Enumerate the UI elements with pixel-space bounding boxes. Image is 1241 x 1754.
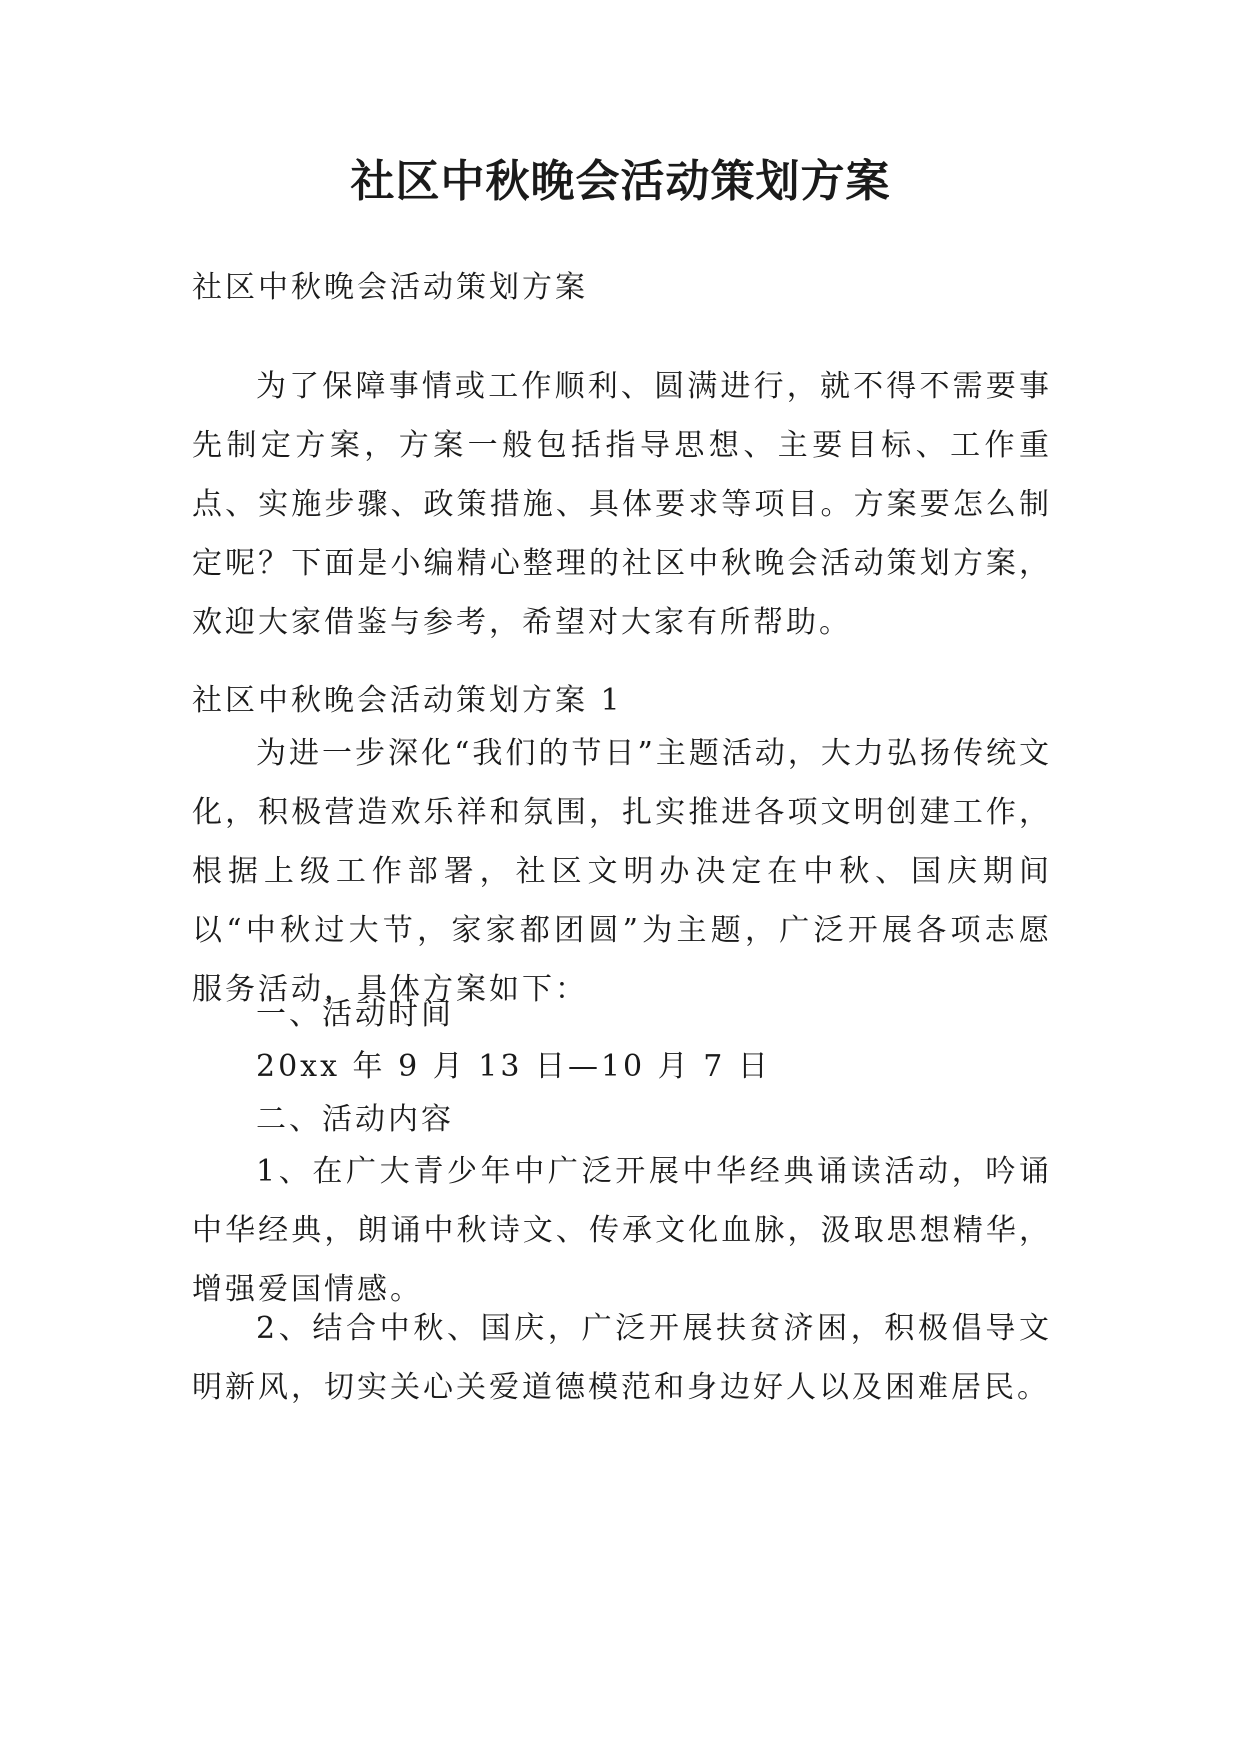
document-title: 社区中秋晚会活动策划方案 [350,156,891,207]
intro-paragraph: 为了保障事情或工作顺利、圆满进行，就不得不需要事先制定方案，方案一般包括指导思想、主要目标、工作重点、实施步骤、政策措施、具体要求等项目。方案要怎么制定呢？下面是小编精心整理的社区中秋晚会活动策划方案，欢迎大家借鉴与参考，希望对大家有所帮助。 [192,369,1052,640]
section-heading: 社区中秋晚会活动策划方案 1 [192,683,623,718]
heading-activity-content: 二、活动内容 [256,1102,454,1137]
heading-activity-time: 一、活动时间 [256,997,454,1032]
content-item-1: 1、在广大青少年中广泛开展中华经典诵读活动，吟诵中华经典，朗诵中秋诗文、传承文化血脉，汲取思想精华，增强爱国情感。 [192,1154,1052,1307]
section-paragraph: 为进一步深化“我们的节日”主题活动，大力弘扬传统文化，积极营造欢乐祥和氛围，扎实推进各项文明创建工作，根据上级工作部署，社区文明办决定在中秋、国庆期间以“中秋过大节，家家都团圆”为主题，广泛开展各项志愿服务活动，具体方案如下： [192,736,1052,1007]
document-subtitle: 社区中秋晚会活动策划方案 [192,270,588,305]
content-item-2: 2、结合中秋、国庆，广泛开展扶贫济困，积极倡导文明新风，切实关心关爱道德模范和身边好人以及困难居民。 [192,1311,1052,1405]
activity-time-value: 20xx 年 9 月 13 日—10 月 7 日 [256,1049,771,1084]
